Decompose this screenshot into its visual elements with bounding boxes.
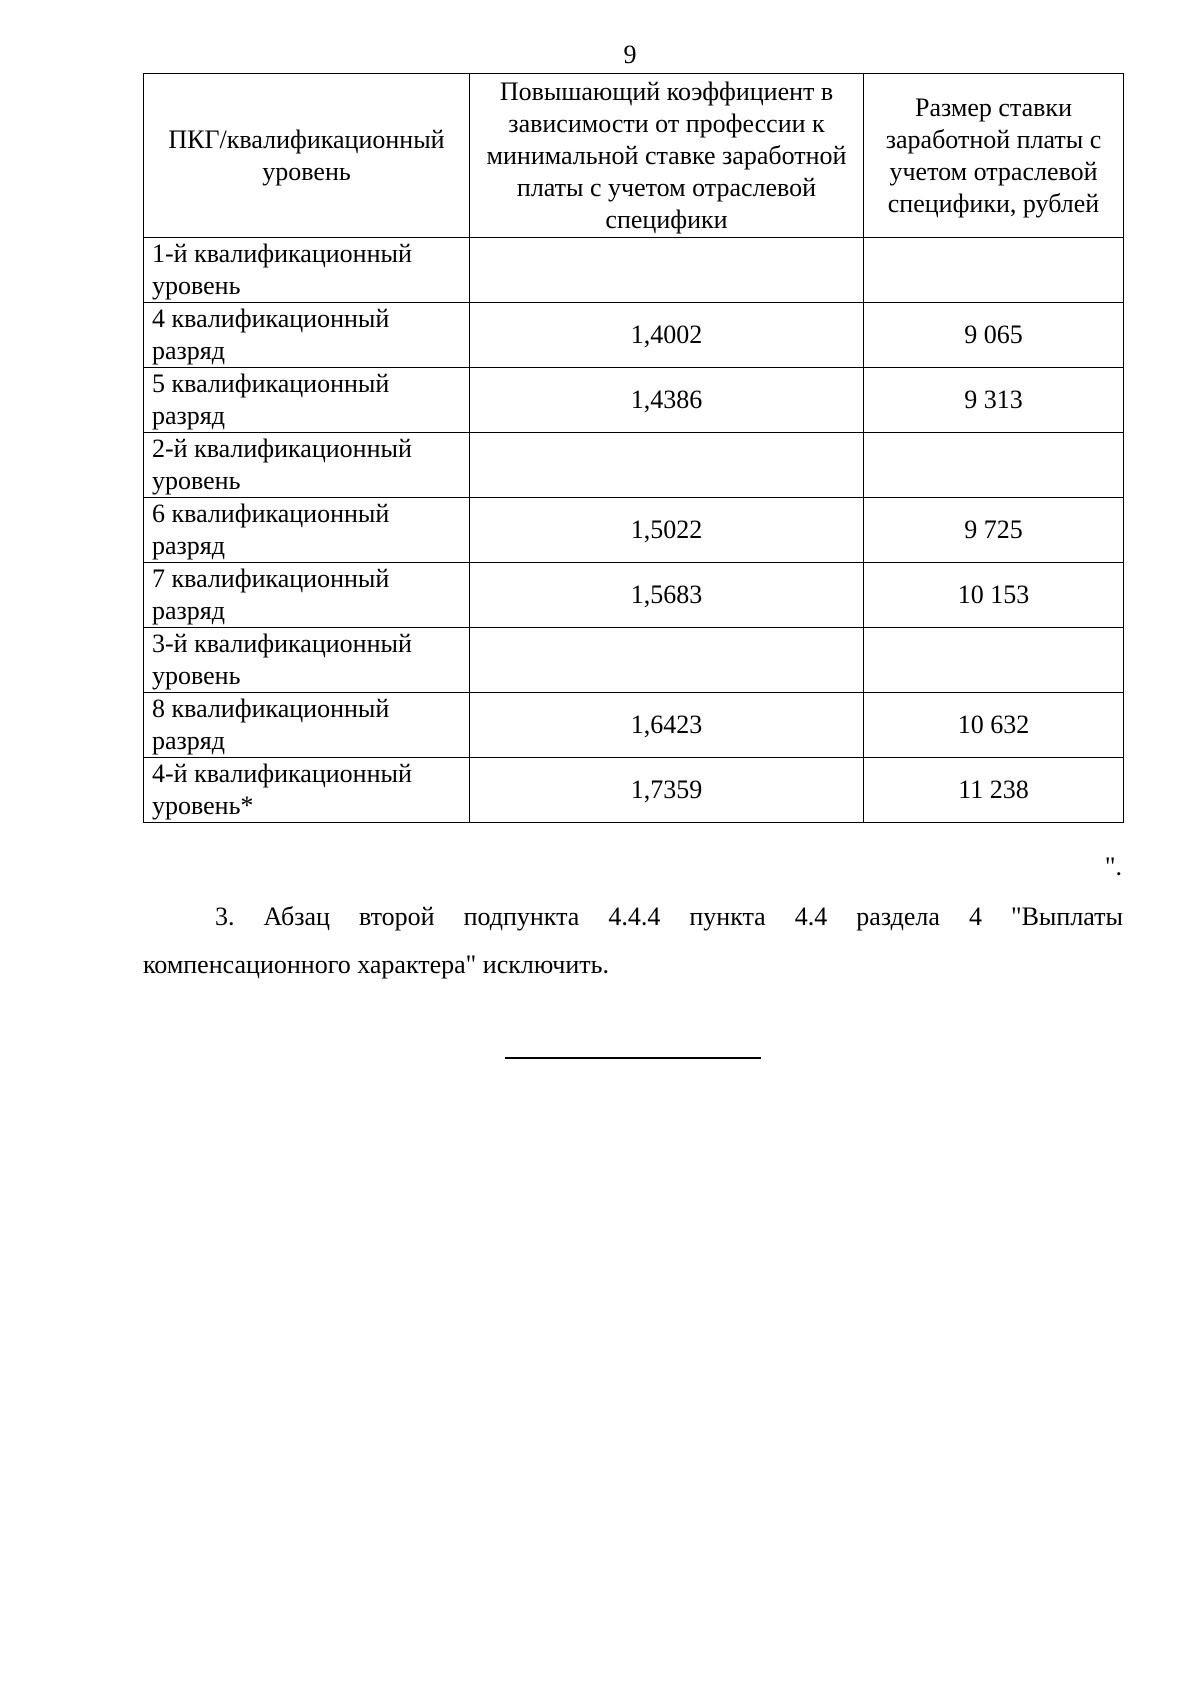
table-row	[144, 693, 1124, 758]
table-row	[144, 433, 1124, 498]
row-coefficient-cell: 1,6423	[470, 693, 864, 758]
table-header-row	[144, 74, 1124, 238]
row-coefficient-cell: 1,7359	[470, 758, 864, 823]
row-coefficient-cell: 1,5022	[470, 498, 864, 563]
header-rate: Размер ставки заработной платы с учетом отраслевой специфики, рублей	[864, 74, 1124, 238]
end-divider	[505, 1057, 761, 1059]
row-rate-cell: 9 725	[864, 498, 1124, 563]
table-row	[144, 238, 1124, 303]
row-rate-cell: 10 632	[864, 693, 1124, 758]
row-coefficient-cell: 1,5683	[470, 563, 864, 628]
header-coefficient: Повышающий коэффициент в зависимости от профессии к минимальной ставке заработной платы с учетом отраслевой специфики	[470, 74, 864, 238]
row-name-cell: 2-й квалификационный уровень	[144, 433, 470, 498]
row-coefficient-cell: 1,4386	[470, 368, 864, 433]
row-name-cell: 8 квалификационный разряд	[144, 693, 470, 758]
table-row	[144, 758, 1124, 823]
row-name-cell: 3-й квалификационный уровень	[144, 628, 470, 693]
row-name-cell: 7 квалификационный разряд	[144, 563, 470, 628]
table-row	[144, 563, 1124, 628]
table-row	[144, 368, 1124, 433]
table-row	[144, 303, 1124, 368]
closing-quote: ".	[1104, 852, 1122, 881]
row-coefficient-cell	[470, 628, 864, 693]
row-coefficient-cell: 1,4002	[470, 303, 864, 368]
row-coefficient-cell	[470, 433, 864, 498]
table-row	[144, 498, 1124, 563]
header-qualification-level: ПКГ/квалификационный уровень	[144, 74, 470, 238]
row-name-cell: 1-й квалификационный уровень	[144, 238, 470, 303]
row-name-cell: 4 квалификационный разряд	[144, 303, 470, 368]
row-name-cell: 4-й квалификационный уровень*	[144, 758, 470, 823]
row-name-cell: 5 квалификационный разряд	[144, 368, 470, 433]
row-name-cell: 6 квалификационный разряд	[144, 498, 470, 563]
row-coefficient-cell	[470, 238, 864, 303]
row-rate-cell: 11 238	[864, 758, 1124, 823]
row-rate-cell: 9 313	[864, 368, 1124, 433]
rate-table	[143, 73, 1124, 823]
row-rate-cell	[864, 238, 1124, 303]
row-rate-cell: 9 065	[864, 303, 1124, 368]
page-number: 9	[623, 40, 637, 69]
row-rate-cell: 10 153	[864, 563, 1124, 628]
table-row	[144, 628, 1124, 693]
row-rate-cell	[864, 628, 1124, 693]
amendment-paragraph: 3. Абзац второй подпункта 4.4.4 пункта 4.4 раздела 4 "Выплаты компенсационного характера" исключить.	[143, 902, 1123, 979]
row-rate-cell	[864, 433, 1124, 498]
